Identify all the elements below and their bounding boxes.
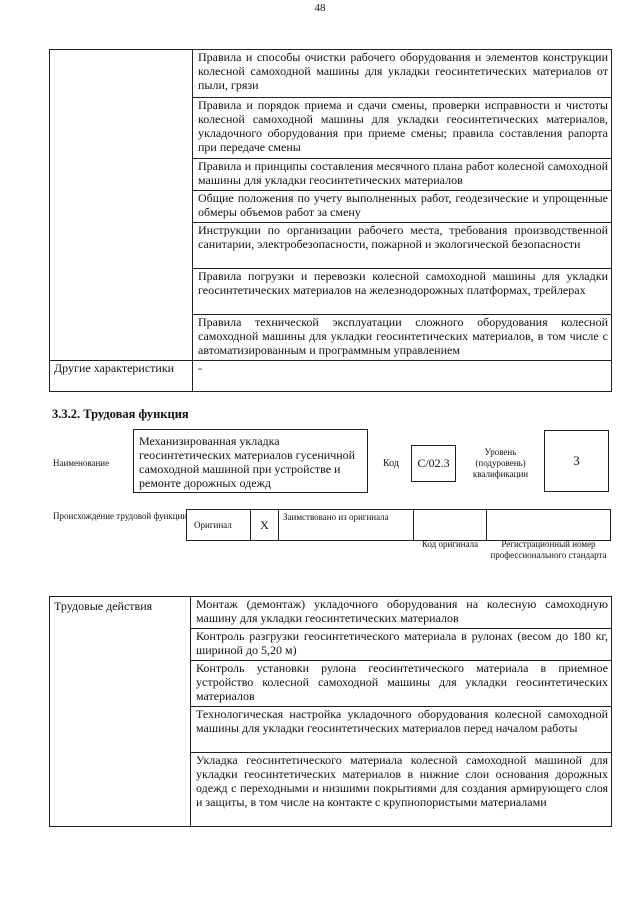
table-cell: Правила технической эксплуатации сложного оборудования колесной самоходной машины для укладки геосинтетических материалов, в том числе с автоматизированным и программным управлением xyxy=(193,315,612,361)
table-cell: Инструкции по организации рабочего места, требования производственной санитарии, электробезопасности, пожарной и экологической безопасности xyxy=(193,223,612,269)
action-item: Контроль установки рулона геосинтетического материала в приемное устройство колесной самоходной машины для укладки геосинтетических материалов xyxy=(191,661,612,707)
table-cell: - xyxy=(193,361,612,392)
original-mark: X xyxy=(251,510,279,541)
table-cell: Правила и порядок приема и сдачи смены, проверки исправности и чистоты колесной самоходной машины для укладки геосинтетических материалов, укладочного оборудования при приеме смены; правила составления рапорта при передаче смены xyxy=(193,98,612,159)
code-original-cell xyxy=(414,510,487,541)
action-item: Укладка геосинтетического материала колесной самоходной машиной для укладки геосинтетических материалов в нижние слои основания дорожных одежд с переходными и низшими покрытиями для создания армирующего слоя и защиты, в том числе на контакте с крупнопористыми материалами xyxy=(191,753,612,827)
name-label: Наименование xyxy=(53,458,110,468)
code-label: Код xyxy=(383,458,399,469)
table-row xyxy=(50,50,612,98)
code-original-note: Код оригинала xyxy=(421,539,479,549)
table-cell: Общие положения по учету выполненных работ, геодезические и упрощенные обмеры объемов работ за смену xyxy=(193,191,612,223)
action-item: Монтаж (демонтаж) укладочного оборудования на колесную самоходную машину для укладки геосинтетических материалов xyxy=(191,597,612,629)
section-heading: 3.3.2. Трудовая функция xyxy=(52,407,189,421)
table-row xyxy=(50,597,612,629)
function-name-box: Механизированная укладка геосинтетических материалов гусеничной самоходной машиной при устройстве и ремонте дорожных одежд xyxy=(133,429,368,493)
table-cell-left xyxy=(50,50,193,361)
table-cell: Правила погрузки и перевозки колесной самоходной машины для укладки геосинтетических материалов на железнодорожных платформах, трейлерах xyxy=(193,269,612,315)
origin-label: Происхождение трудовой функции xyxy=(53,511,188,521)
table-row xyxy=(50,361,612,392)
table-row xyxy=(187,510,611,541)
original-label: Оригинал xyxy=(194,520,232,530)
knowledge-table xyxy=(49,49,612,392)
qualification-level-box: 3 xyxy=(544,430,609,492)
original-cell xyxy=(187,510,251,541)
actions-label: Трудовые действия xyxy=(50,597,191,827)
table-cell: Правила и способы очистки рабочего оборудования и элементов конструкции колесной самоходной машины для укладки геосинтетических материалов от пыли, грязи xyxy=(193,50,612,98)
origin-table xyxy=(186,509,611,541)
page-number: 48 xyxy=(314,2,326,14)
qualification-level-label: Уровень (подуровень) квалификации xyxy=(472,447,529,479)
action-item: Контроль разгрузки геосинтетического материала в рулонах (весом до 180 кг, шириной до 5,20 м) xyxy=(191,629,612,661)
action-item: Технологическая настройка укладочного оборудования колесной самоходной машины для укладки геосинтетических материалов перед началом работы xyxy=(191,707,612,753)
table-cell: Правила и принципы составления месячного плана работ колесной самоходной машины для укладки геосинтетических материалов xyxy=(193,159,612,191)
table-cell-left: Другие характеристики xyxy=(50,361,193,392)
labor-actions-table xyxy=(49,596,612,827)
code-value-box: C/02.3 xyxy=(411,445,456,482)
reg-number-cell xyxy=(487,510,611,541)
reg-number-note: Регистрационный номер профессионального стандарта xyxy=(490,539,607,560)
borrowed-label: Заимствовано из оригинала xyxy=(279,510,414,541)
